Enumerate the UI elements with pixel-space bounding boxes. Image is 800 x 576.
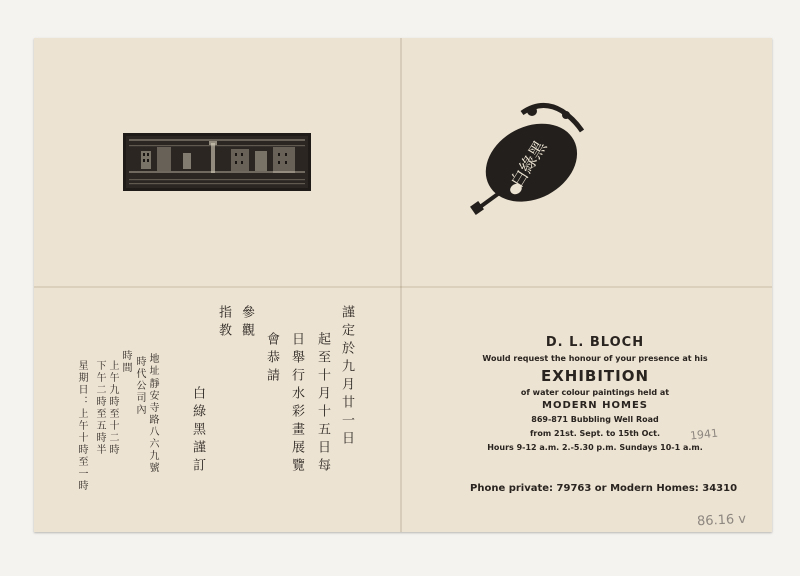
exhibition-description: of water colour paintings held at xyxy=(520,388,670,397)
invitation-request: Would request the honour of your presence at his xyxy=(482,354,708,363)
chinese-line-3: 日舉行水彩畫展覽 xyxy=(289,332,304,476)
venue-name: MODERN HOMES xyxy=(542,400,648,411)
chinese-line-1: 謹定於九月廿一日 xyxy=(339,305,354,449)
phone-numbers: Phone private: 79763 or Modern Homes: 34310 xyxy=(470,483,738,494)
chinese-hours-morning: 上午九時至十二時 xyxy=(107,360,118,456)
chinese-signature: 白綠黑謹訂 xyxy=(190,386,205,476)
chinese-address-label: 地址 xyxy=(147,353,158,377)
handwritten-year: 1941 xyxy=(689,426,719,443)
artist-name: D. L. BLOCH xyxy=(545,335,645,350)
chinese-address-line-2: 時代公司內 xyxy=(134,356,145,416)
chinese-hours-label: 時間 xyxy=(120,350,131,374)
exhibition-dates: from 21st. Sept. to 15th Oct. xyxy=(529,429,661,438)
chinese-hours-sunday: 星期日：上午十時至一時 xyxy=(76,360,87,492)
chinese-line-6: 指教 xyxy=(216,305,231,341)
chinese-line-5: 參觀 xyxy=(239,305,254,341)
vertical-fold-line xyxy=(400,38,402,532)
chinese-line-4: 會恭請 xyxy=(264,332,279,386)
opening-hours: Hours 9-12 a.m. 2.-5.30 p.m. Sundays 10-1 a.m. xyxy=(487,443,703,452)
painters-palette-logo xyxy=(462,95,592,225)
venue-address: 869-871 Bubbling Well Road xyxy=(531,415,659,424)
woodcut-cityscape-print xyxy=(123,133,311,191)
palette-lettering: 白綠黑 xyxy=(507,137,552,192)
exhibition-title: EXHIBITION xyxy=(540,367,650,385)
chinese-line-2: 起至十月十五日每 xyxy=(315,332,330,476)
handwritten-accession-number: 86.16 v xyxy=(696,511,747,530)
horizontal-fold-line xyxy=(34,286,772,288)
invitation-card xyxy=(34,38,772,532)
chinese-address-line-1: 靜安寺路八六九號 xyxy=(147,378,158,474)
chinese-hours-afternoon: 下午二時至五時半 xyxy=(94,360,105,456)
